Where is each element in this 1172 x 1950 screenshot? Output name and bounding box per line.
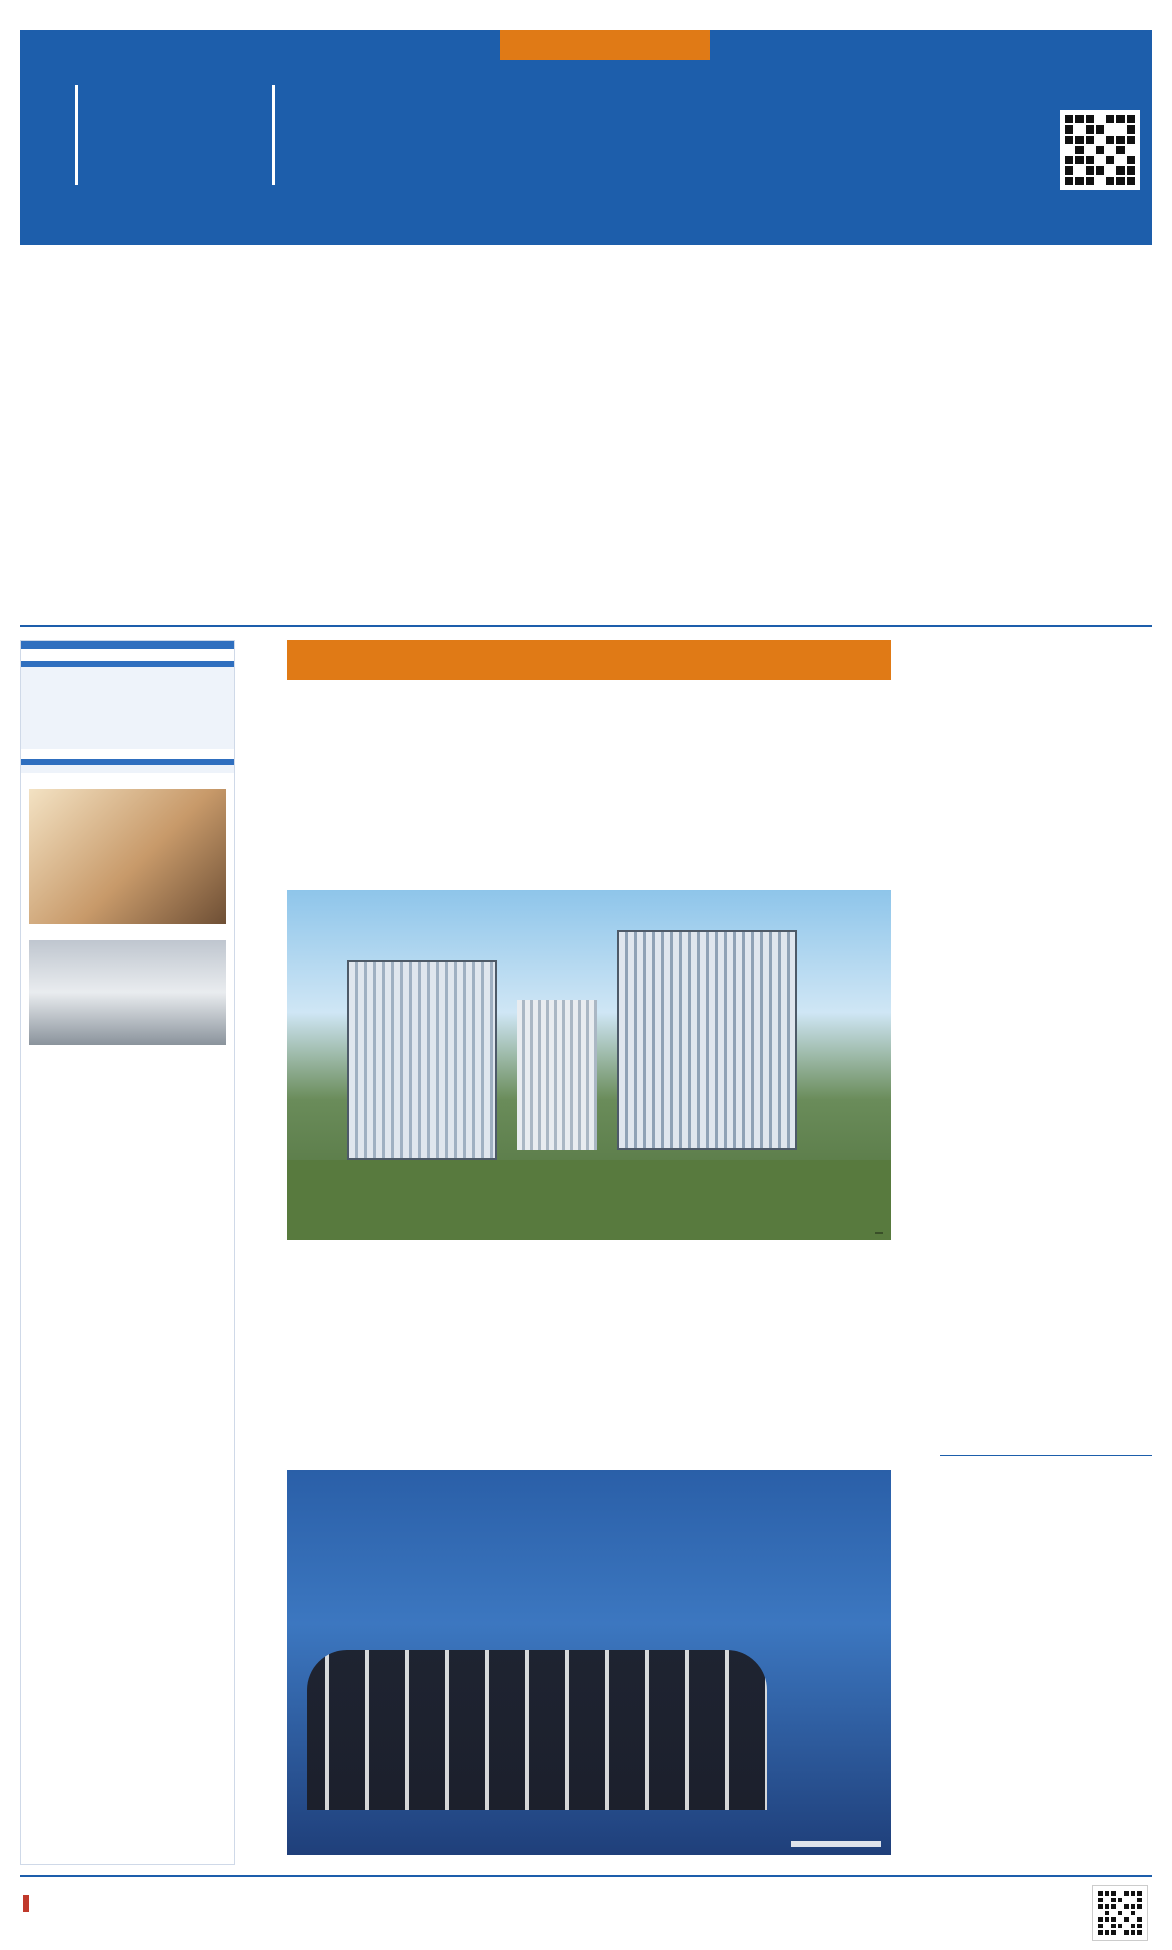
section-banner bbox=[287, 640, 891, 680]
a08-thumbnail-image[interactable] bbox=[29, 940, 226, 1045]
finance-event-photo[interactable] bbox=[287, 1470, 891, 1855]
slogan-tab bbox=[500, 30, 710, 60]
brief-bar-chart bbox=[29, 671, 224, 741]
lead-column-2 bbox=[255, 412, 470, 612]
masthead bbox=[20, 30, 1152, 245]
footer-logo-tag bbox=[23, 1895, 29, 1912]
section-divider bbox=[20, 625, 1152, 627]
lead-column-1 bbox=[20, 412, 235, 416]
footer bbox=[20, 1875, 1152, 1945]
lead-column-5 bbox=[938, 412, 1153, 612]
a02-thumbnail-image[interactable] bbox=[29, 789, 226, 924]
date-box bbox=[75, 85, 275, 185]
lead-column-4 bbox=[710, 412, 925, 612]
news-brief-header bbox=[21, 641, 234, 649]
right-article-1 bbox=[940, 640, 1152, 1430]
photo1-caption bbox=[875, 1232, 883, 1234]
right-article-2 bbox=[940, 1465, 1152, 1865]
lead-column-3 bbox=[482, 412, 697, 612]
science-park-photo[interactable] bbox=[287, 890, 891, 1240]
qr-code-icon[interactable] bbox=[1060, 110, 1140, 190]
photo2-caption bbox=[791, 1841, 881, 1847]
right-divider bbox=[940, 1455, 1152, 1456]
news-brief-column bbox=[20, 640, 235, 1865]
footer-qr-code-icon[interactable] bbox=[1092, 1885, 1148, 1941]
